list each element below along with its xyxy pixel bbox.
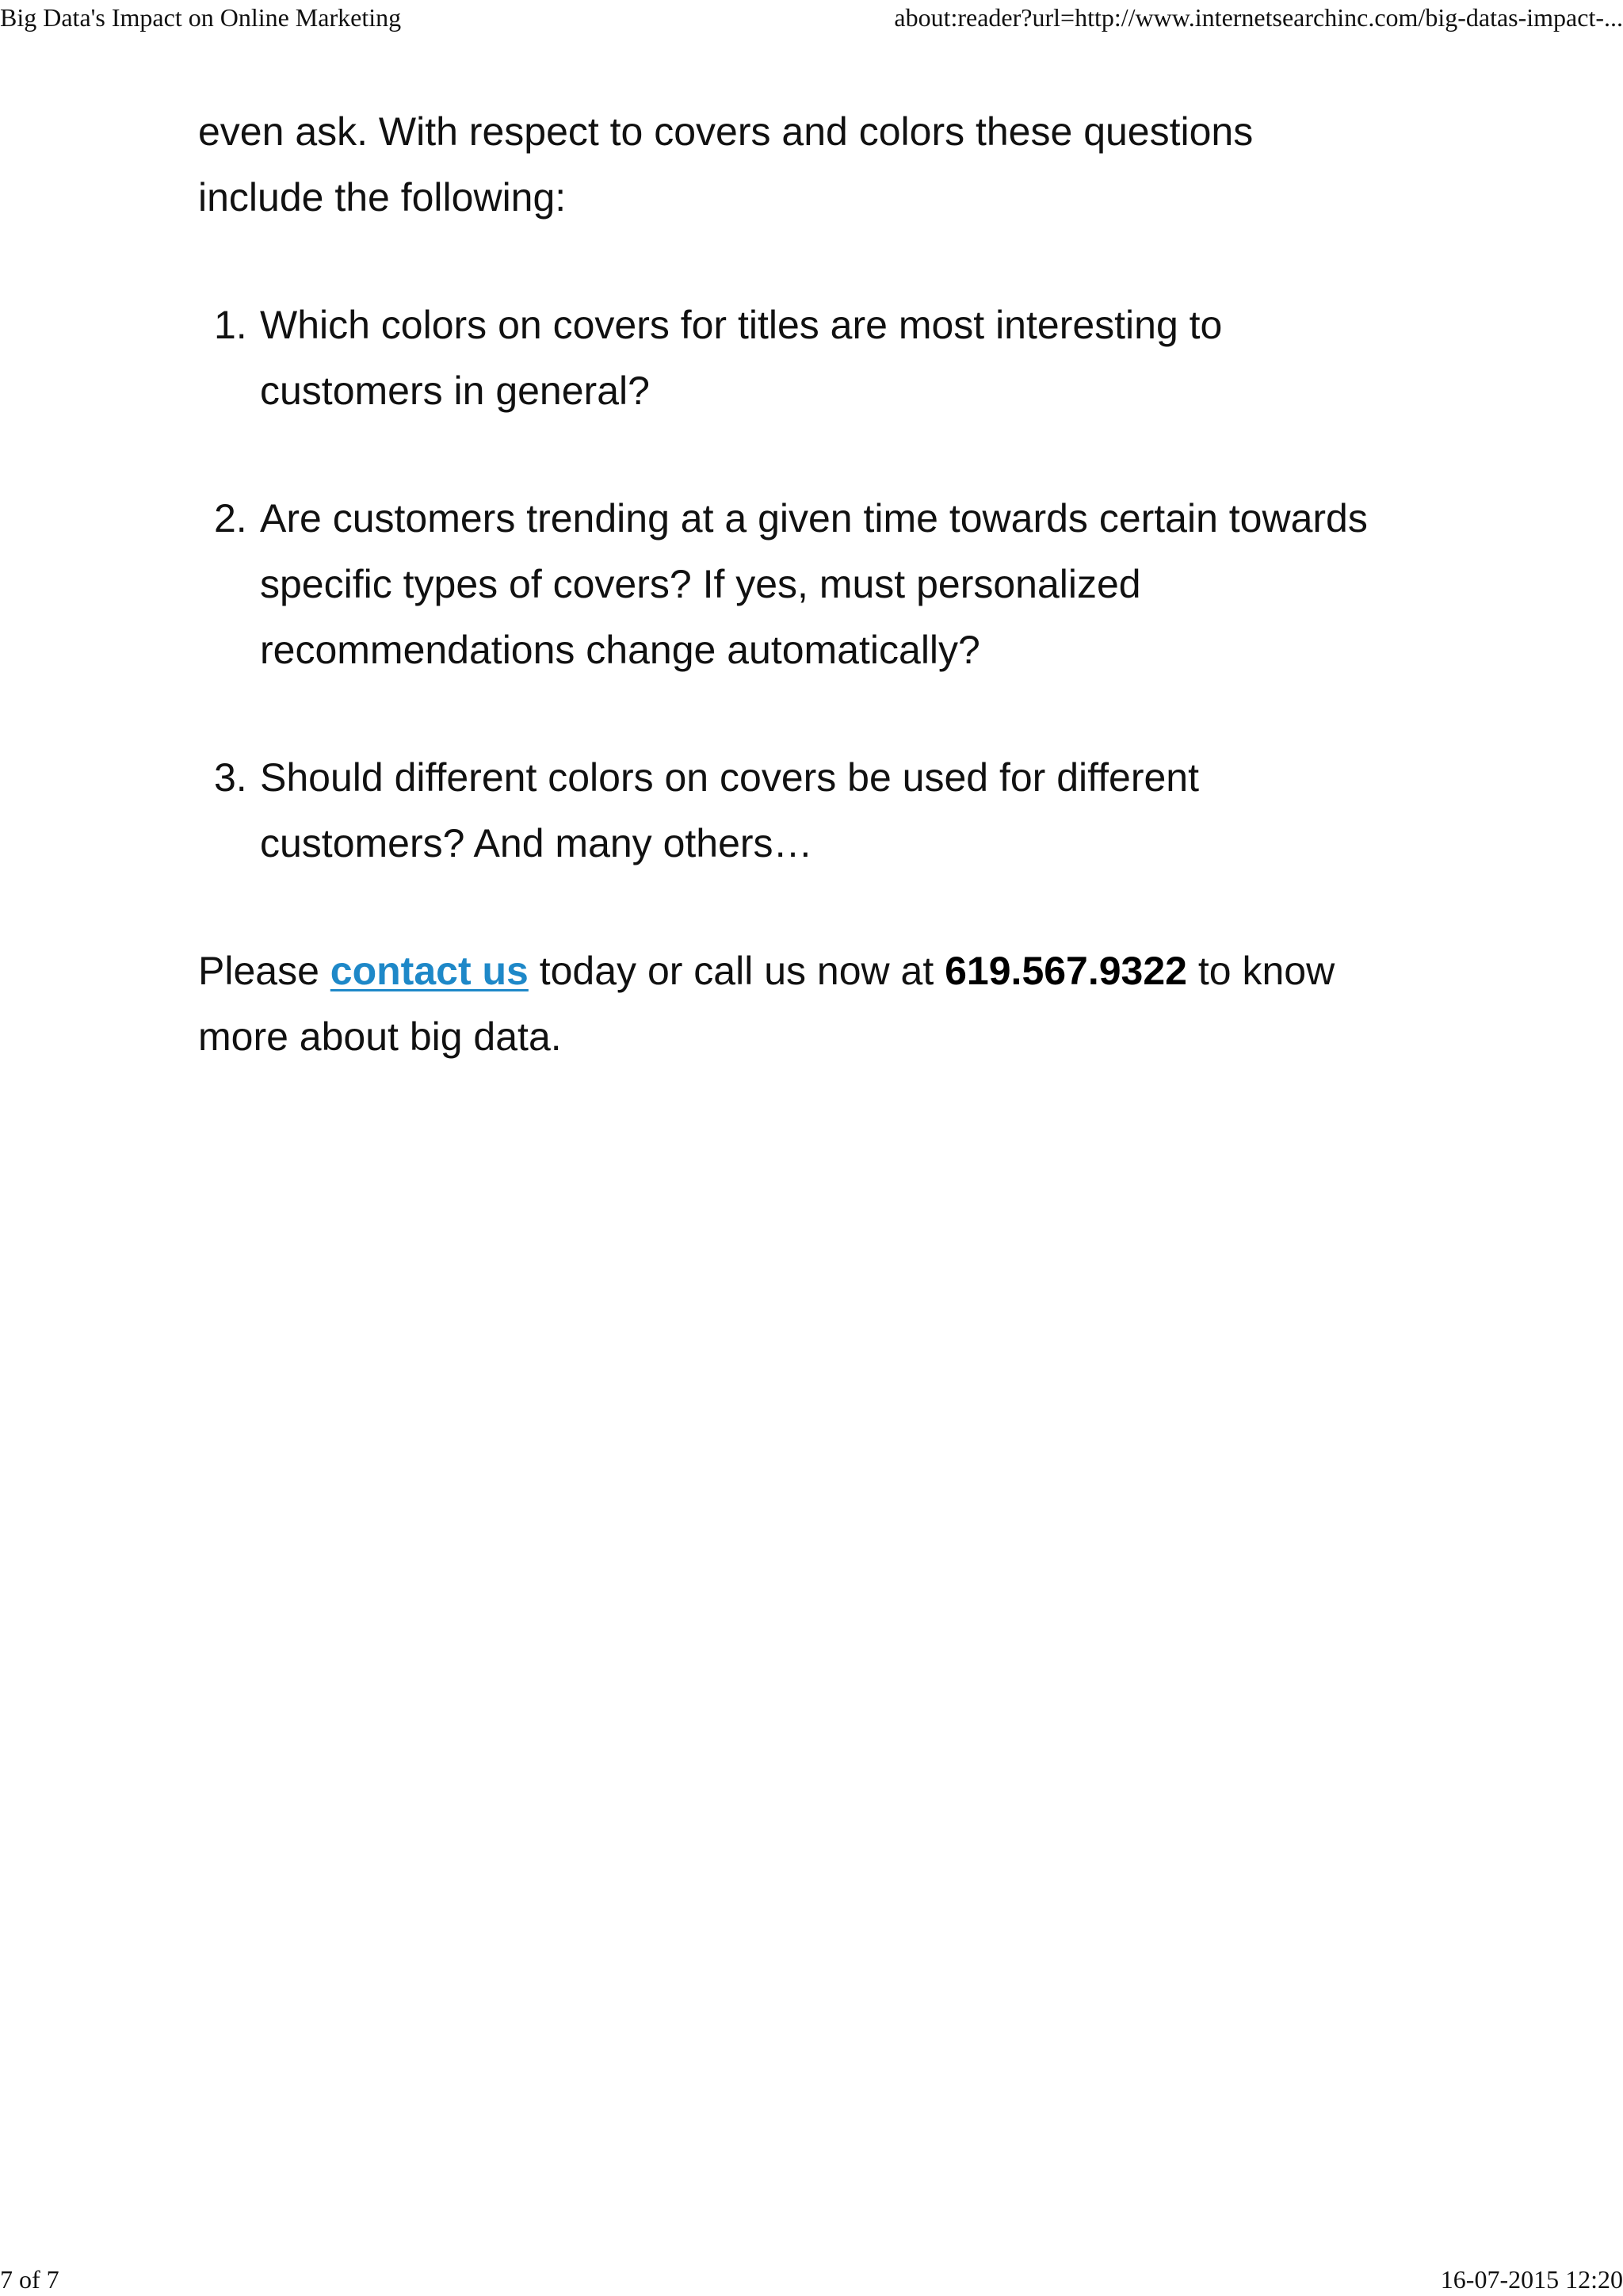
closing-text-before-link: Please [198,949,330,993]
closing-text-middle: today or call us now at [528,949,945,993]
closing-text-after-phone: to know [1186,949,1335,993]
document-title: Big Data's Impact on Online Marketing [0,3,402,32]
print-footer [0,2263,1623,2296]
list-item-line: Are customers trending at a given time towards certain towards [260,496,1368,541]
list-item-number: 2. [214,496,247,541]
list-item-line: recommendations change automatically? [260,628,980,672]
list-item [214,745,1419,877]
list-item [214,486,1419,683]
intro-line-1: even ask. With respect to covers and colors these questions [198,109,1254,154]
list-item [214,292,1419,424]
questions-list [198,292,1419,877]
list-item-line: Should different colors on covers be used for different [260,755,1199,800]
closing-paragraph [198,938,1419,1070]
intro-line-2: include the following: [198,175,567,220]
list-item-line: customers? And many others… [260,821,813,865]
document-url: about:reader?url=http://www.internetsearchinc.com/big-datas-impact-... [894,3,1623,32]
list-item-number: 3. [214,755,247,800]
page-number: 7 of 7 [0,2265,59,2294]
list-item-number: 1. [214,303,247,347]
list-item-line: specific types of covers? If yes, must personalized [260,562,1141,606]
print-datetime: 16-07-2015 12:20 [1440,2265,1623,2294]
list-item-line: customers in general? [260,369,650,413]
print-header [0,0,1623,38]
closing-line-2: more about big data. [198,1014,562,1059]
intro-paragraph [198,99,1419,231]
phone-number: 619.567.9322 [945,949,1187,993]
list-item-line: Which colors on covers for titles are most interesting to [260,303,1223,347]
article-body [198,99,1419,1070]
contact-us-link[interactable]: contact us [330,949,529,993]
